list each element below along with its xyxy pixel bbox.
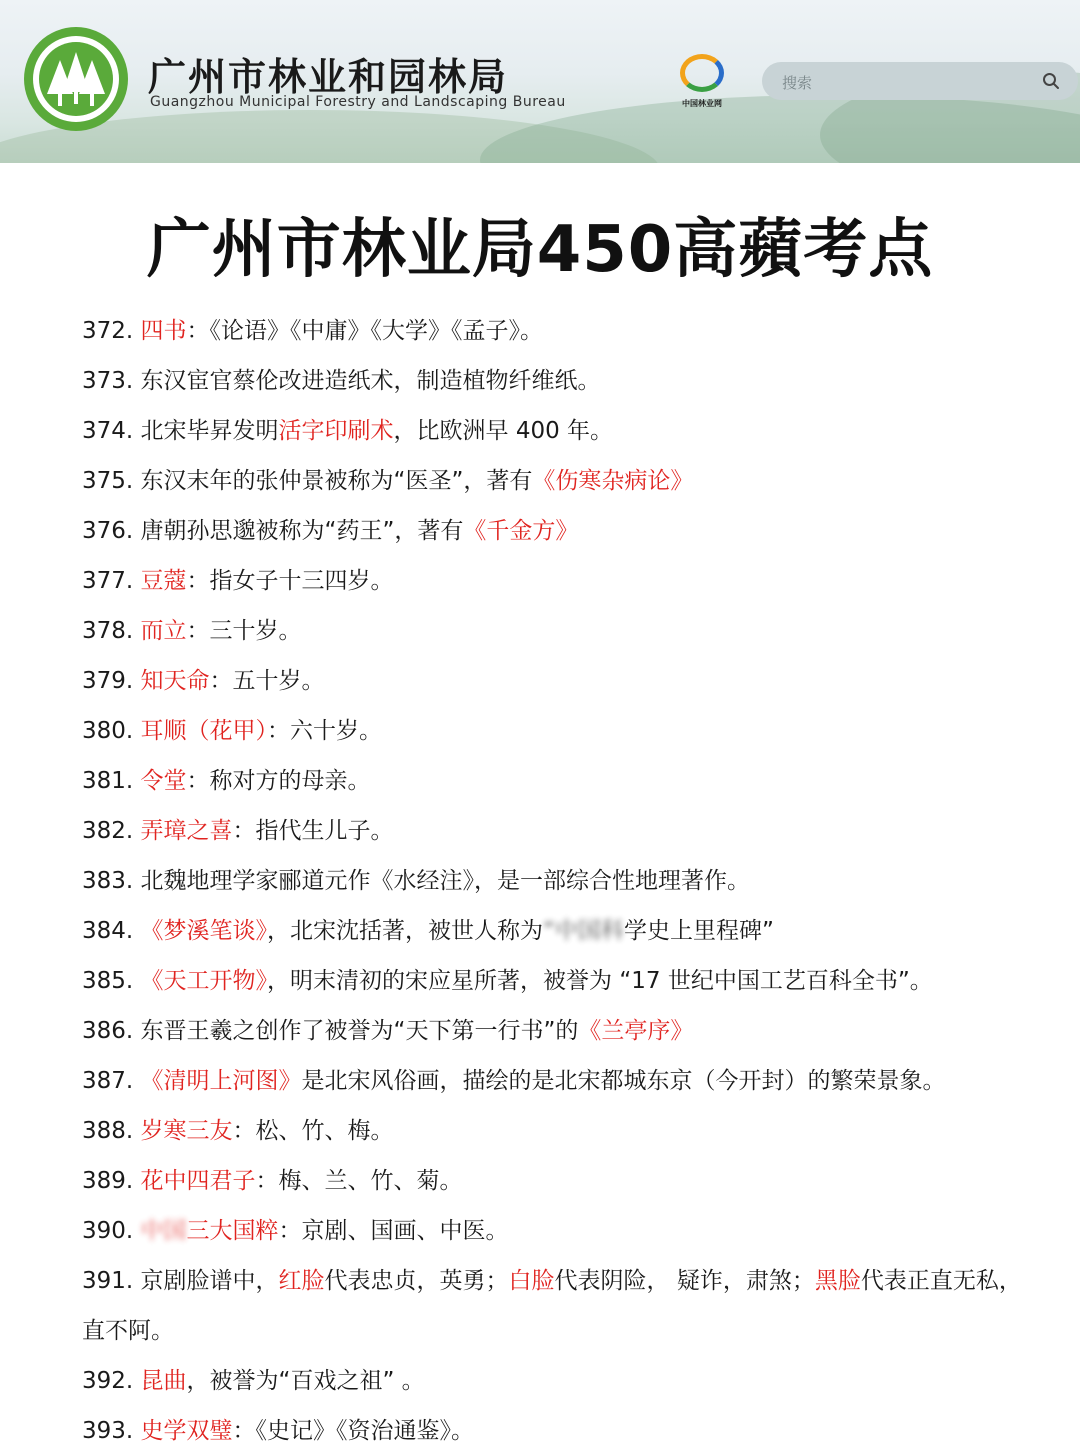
list-item bbox=[82, 706, 1080, 756]
highlight-term: 史学双璧 bbox=[140, 1418, 233, 1444]
item-number: 379. bbox=[82, 668, 141, 694]
item-number: 393. bbox=[82, 1418, 141, 1444]
item-text: ：五十岁。 bbox=[209, 668, 325, 694]
list-item bbox=[82, 456, 1080, 506]
list-item bbox=[82, 1056, 1080, 1106]
highlight-term: 《天工开物》 bbox=[140, 968, 268, 994]
list-item bbox=[82, 1206, 1080, 1256]
highlight-term: 活字印刷术 bbox=[278, 418, 394, 444]
highlight-term: 黑脸 bbox=[814, 1268, 861, 1294]
item-number: 383. bbox=[82, 868, 141, 894]
item-text: ：《论语》《中庸》《大学》《孟子》。 bbox=[186, 318, 544, 344]
header-banner bbox=[0, 0, 1080, 163]
item-text: ：称对方的母亲。 bbox=[186, 768, 371, 794]
list-item bbox=[82, 1256, 1080, 1306]
list-item bbox=[82, 1156, 1080, 1206]
document-title: 广州市林业局450高蘋考点 bbox=[146, 213, 934, 287]
list-item bbox=[82, 856, 1080, 906]
knowledge-point-list bbox=[82, 306, 1080, 1456]
item-number: 374. bbox=[82, 418, 141, 444]
item-number: 385. bbox=[82, 968, 141, 994]
list-item bbox=[82, 556, 1080, 606]
search-placeholder: 搜索 bbox=[782, 74, 813, 92]
item-text: 学史上里程碑” bbox=[623, 918, 774, 944]
list-item bbox=[82, 1406, 1080, 1456]
highlight-term: 豆蔻 bbox=[140, 568, 187, 594]
item-number: 380. bbox=[82, 718, 141, 744]
forestry-net-logo-icon[interactable] bbox=[672, 50, 732, 116]
item-text: ：梅、兰、竹、菊。 bbox=[255, 1168, 463, 1194]
highlight-term: 令堂 bbox=[140, 768, 187, 794]
list-item bbox=[82, 1306, 1080, 1356]
highlight-term: 《兰亭序》 bbox=[578, 1018, 694, 1044]
list-item bbox=[82, 506, 1080, 556]
highlight-term: 《伤寒杂病论》 bbox=[532, 468, 694, 494]
item-text: 直不阿。 bbox=[82, 1318, 174, 1344]
item-text: ，北宋沈括著，被世人称为 bbox=[267, 918, 544, 944]
forestry-net-label: 中国林业网 bbox=[682, 99, 722, 108]
list-item bbox=[82, 1106, 1080, 1156]
list-item bbox=[82, 606, 1080, 656]
highlight-term: 红脸 bbox=[278, 1268, 325, 1294]
item-text: ：《史记》《资治通鉴》。 bbox=[232, 1418, 475, 1444]
item-text: ：三十岁。 bbox=[186, 618, 302, 644]
item-number: 391. bbox=[82, 1268, 141, 1294]
highlight-term: 花中四君子 bbox=[140, 1168, 256, 1194]
item-text: ：京剧、国画、中医。 bbox=[278, 1218, 509, 1244]
item-number: 389. bbox=[82, 1168, 141, 1194]
highlight-term: 岁寒三友 bbox=[140, 1118, 233, 1144]
item-text: 代表阴险， 疑诈，肃煞； bbox=[554, 1268, 815, 1294]
item-text: 京剧脸谱中， bbox=[140, 1268, 279, 1294]
item-number: 375. bbox=[82, 468, 141, 494]
item-text: ，比欧洲早 400 年。 bbox=[393, 418, 614, 444]
item-text: 东汉宦官蔡伦改进造纸术，制造植物纤维纸。 bbox=[140, 368, 601, 394]
highlight-term: 三大国粹 bbox=[186, 1218, 279, 1244]
list-item bbox=[82, 906, 1080, 956]
highlight-term: 《清明上河图》 bbox=[140, 1068, 302, 1094]
highlight-term: 而立 bbox=[140, 618, 187, 644]
list-item bbox=[82, 1356, 1080, 1406]
item-text: ：指代生儿子。 bbox=[232, 818, 394, 844]
item-text: ，明末清初的宋应星所著，被誉为 “17 世纪中国工艺百科全书”。 bbox=[267, 968, 933, 994]
highlight-term: 昆曲 bbox=[140, 1368, 187, 1394]
item-number: 376. bbox=[82, 518, 141, 544]
highlight-term: 耳顺（花甲） bbox=[140, 718, 268, 744]
highlight-term: 知天命 bbox=[140, 668, 210, 694]
item-text: “中国科 bbox=[543, 918, 624, 944]
list-item bbox=[82, 756, 1080, 806]
item-number: 378. bbox=[82, 618, 141, 644]
item-text: ：松、竹、梅。 bbox=[232, 1118, 394, 1144]
highlight-term: 四书 bbox=[140, 318, 187, 344]
item-text: ，被誉为“百戏之祖” 。 bbox=[186, 1368, 425, 1394]
list-item bbox=[82, 356, 1080, 406]
bureau-logo-icon[interactable] bbox=[24, 27, 128, 131]
item-number: 372. bbox=[82, 318, 141, 344]
item-number: 387. bbox=[82, 1068, 141, 1094]
item-text: 唐朝孙思邈被称为“药王”，著有 bbox=[140, 518, 464, 544]
list-item bbox=[82, 406, 1080, 456]
search-icon[interactable] bbox=[1042, 72, 1060, 90]
item-number: 388. bbox=[82, 1118, 141, 1144]
item-text: 北宋毕昇发明 bbox=[140, 418, 279, 444]
search-input[interactable] bbox=[762, 62, 1078, 100]
item-text: 东汉末年的张仲景被称为“医圣”，著有 bbox=[140, 468, 533, 494]
highlight-term: 《梦溪笔谈》 bbox=[140, 918, 268, 944]
item-text: 代表正直无私， bbox=[860, 1268, 1022, 1294]
highlight-term: 弄璋之喜 bbox=[140, 818, 233, 844]
bureau-name-en: Guangzhou Municipal Forestry and Landscaping Bureau bbox=[150, 94, 566, 110]
list-item bbox=[82, 656, 1080, 706]
item-number: 390. bbox=[82, 1218, 141, 1244]
list-item bbox=[82, 306, 1080, 356]
item-text: 代表忠贞，英勇； bbox=[324, 1268, 509, 1294]
bureau-name-cn: 广州市林业和园林局 bbox=[148, 55, 509, 99]
item-number: 392. bbox=[82, 1368, 141, 1394]
item-text: ：指女子十三四岁。 bbox=[186, 568, 394, 594]
list-item bbox=[82, 1006, 1080, 1056]
item-text: 是北宋风俗画，描绘的是北宋都城东京（今开封）的繁荣景象。 bbox=[301, 1068, 946, 1094]
highlight-term: 白脸 bbox=[508, 1268, 555, 1294]
item-number: 373. bbox=[82, 368, 141, 394]
item-number: 386. bbox=[82, 1018, 141, 1044]
item-text: ：六十岁。 bbox=[267, 718, 383, 744]
list-item bbox=[82, 956, 1080, 1006]
list-item bbox=[82, 806, 1080, 856]
item-number: 384. bbox=[82, 918, 141, 944]
item-number: 381. bbox=[82, 768, 141, 794]
item-number: 377. bbox=[82, 568, 141, 594]
item-number: 382. bbox=[82, 818, 141, 844]
item-text: 东晋王羲之创作了被誉为“天下第一行书”的 bbox=[140, 1018, 579, 1044]
highlight-term: 《千金方》 bbox=[463, 518, 579, 544]
highlight-term: 中国 bbox=[140, 1218, 187, 1244]
item-text: 北魏地理学家郦道元作《水经注》，是一部综合性地理著作。 bbox=[140, 868, 751, 894]
